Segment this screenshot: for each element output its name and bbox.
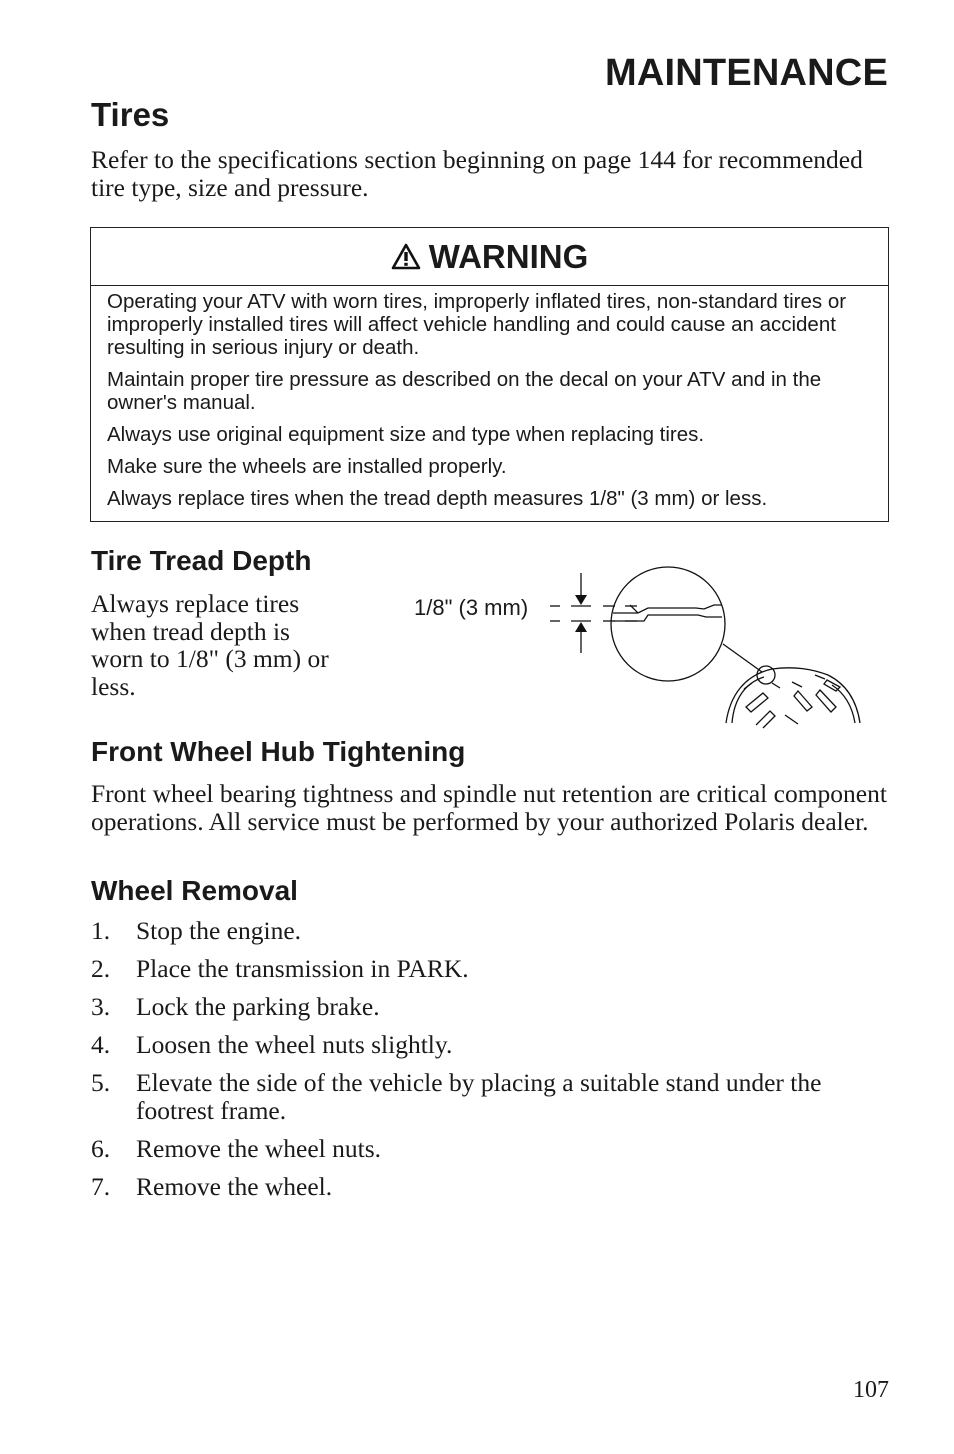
step-text: Place the transmission in PARK. <box>136 954 469 983</box>
tread-depth-label: 1/8" (3 mm) <box>414 595 529 620</box>
warning-paragraph: Always use original equipment size and type when replacing tires. <box>107 423 705 446</box>
step-number: 5. <box>91 1068 111 1097</box>
step-text: Loosen the wheel nuts slightly. <box>136 1030 453 1059</box>
list-item <box>91 1031 891 1059</box>
step-number: 6. <box>91 1134 111 1163</box>
step-text: Elevate the side of the vehicle by placing a suitable stand under the footrest frame. <box>136 1068 822 1125</box>
wheel-removal-steps <box>91 917 891 1211</box>
wheel-removal-heading: Wheel Removal <box>91 875 298 906</box>
list-item <box>91 1173 891 1201</box>
step-number: 4. <box>91 1030 111 1059</box>
warning-paragraph: Make sure the wheels are installed properly. <box>107 455 507 478</box>
page-title: Tires <box>91 96 170 133</box>
warning-header <box>91 228 888 286</box>
section-header: MAINTENANCE <box>605 52 888 94</box>
step-number: 1. <box>91 916 111 945</box>
warning-box <box>90 227 889 522</box>
tires-intro: Refer to the specifications section beginning on page 144 for recommended tire type, size and pressure. <box>91 145 863 202</box>
warning-body <box>91 286 888 510</box>
list-item <box>91 1069 891 1125</box>
warning-paragraph: Always replace tires when the tread depth measures 1/8" (3 mm) or less. <box>107 487 768 510</box>
warning-paragraph: Operating your ATV with worn tires, improperly inflated tires, non-standard tires or improperly installed tires will affect vehicle handling and could cause an accident resulting in serious injury or death. <box>107 290 847 359</box>
step-number: 7. <box>91 1172 111 1201</box>
step-number: 2. <box>91 954 111 983</box>
warning-title: WARNING <box>428 237 589 275</box>
step-text: Lock the parking brake. <box>136 992 380 1021</box>
tread-depth-heading: Tire Tread Depth <box>91 545 312 576</box>
step-text: Remove the wheel nuts. <box>136 1134 382 1163</box>
list-item <box>91 917 891 945</box>
list-item <box>91 993 891 1021</box>
front-wheel-hub-heading: Front Wheel Hub Tightening <box>91 736 466 767</box>
step-text: Remove the wheel. <box>136 1172 333 1201</box>
tread-depth-text: Always replace tires when tread depth is worn to 1/8" (3 mm) or less. <box>91 589 329 701</box>
tread-depth-diagram <box>400 565 870 730</box>
warning-triangle-icon <box>391 243 421 270</box>
front-wheel-hub-text: Front wheel bearing tightness and spindle nut retention are critical component operations. All service must be performed by your authorized Polaris dealer. <box>91 779 887 836</box>
list-item <box>91 1135 891 1163</box>
step-text: Stop the engine. <box>136 916 302 945</box>
page-number: 107 <box>853 1377 889 1403</box>
warning-paragraph: Maintain proper tire pressure as described on the decal on your ATV and in the owner's manual. <box>107 368 822 414</box>
step-number: 3. <box>91 992 111 1021</box>
list-item <box>91 955 891 983</box>
tire-illustration <box>400 565 870 730</box>
